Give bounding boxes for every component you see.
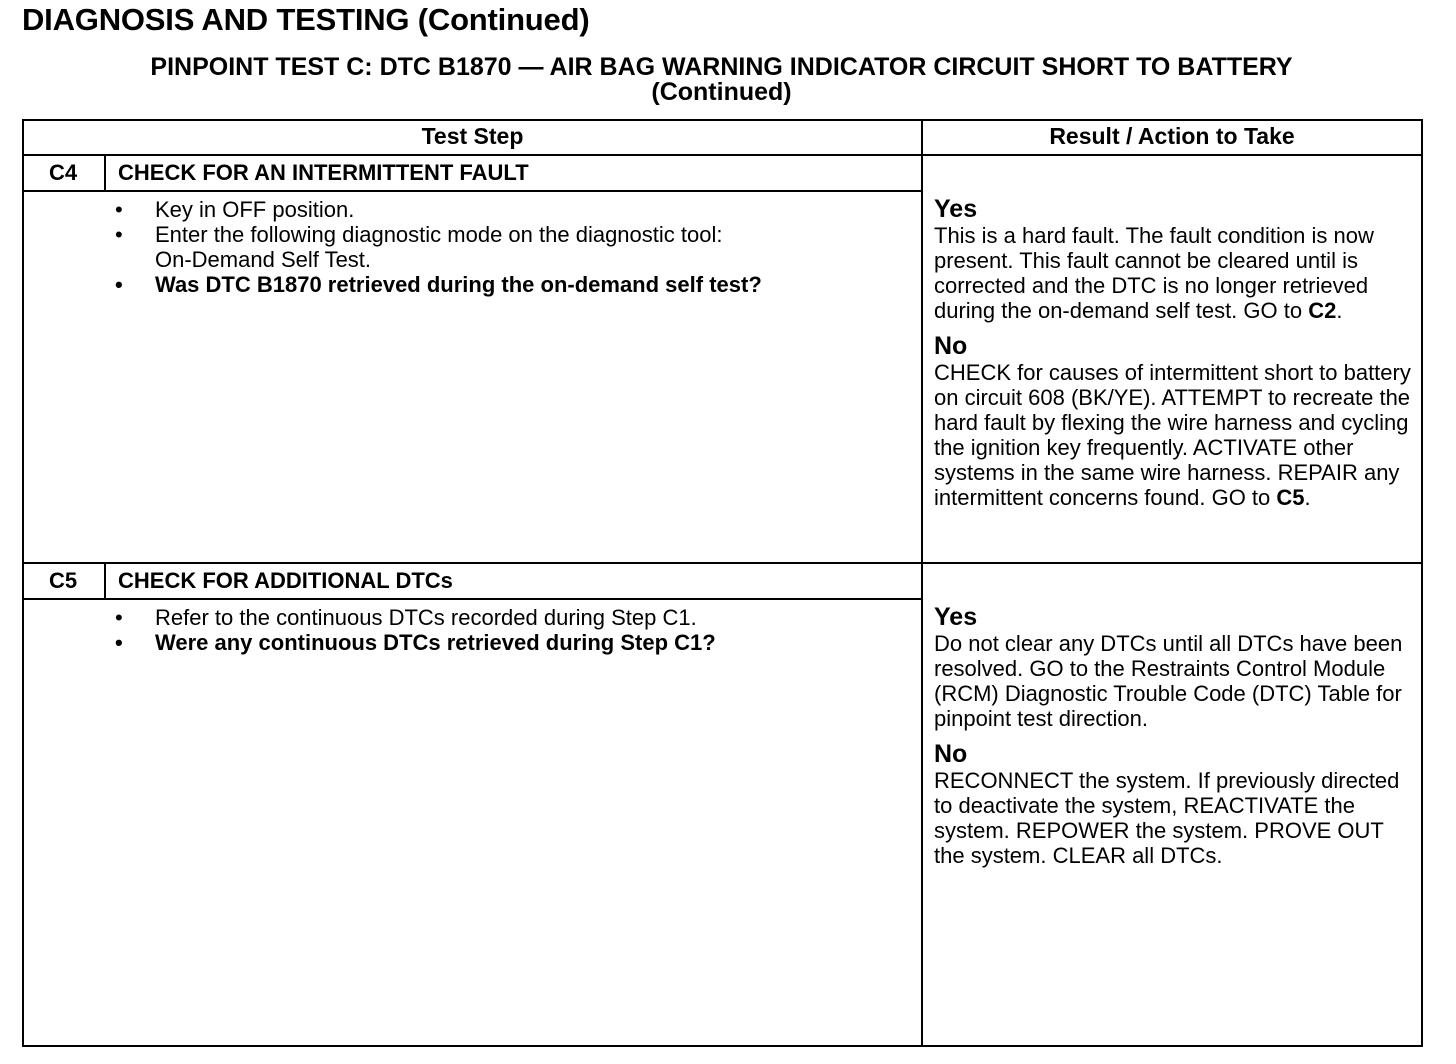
c4-id-divider [104, 154, 106, 192]
test-step-table [22, 119, 1423, 1047]
c5-yes-action: Do not clear any DTCs until all DTCs have been resolved. GO to the Restraints Control Module (RCM) Diagnostic Trouble Code (DTC) Table for pinpoint test direction. [934, 631, 1403, 731]
column-divider [921, 119, 923, 1047]
c5-bullet-1: • Refer to the continuous DTCs recorded during Step C1. [115, 605, 716, 630]
table-border-bottom [22, 1045, 1423, 1047]
c4-yes-label: Yes [934, 195, 978, 223]
c5-no-action: RECONNECT the system. If previously directed to deactivate the system, REACTIVATE the system. REPOWER the system. PROVE OUT the system. CLEAR all DTCs. [934, 768, 1400, 868]
c4-bullet-2-continuation: On-Demand Self Test. [155, 247, 372, 272]
step-id-c4: C4 [48, 160, 78, 185]
c4-no-text: CHECK for causes of intermittent short to battery on circuit 608 (BK/YE). ATTEMPT to recreate the hard fault by flexing the wire harness and cycling the ignition key frequently. ACTIVATE other systems in the same wire harness. REPAIR any intermittent concerns found. GO to [934, 360, 1411, 510]
c5-id-divider [104, 562, 106, 600]
c5-result [934, 603, 1420, 877]
c4-bullet-1: • Key in OFF position. [115, 197, 762, 222]
c5-instructions [115, 605, 716, 655]
c4-yes-text: This is a hard fault. The fault condition is now present. This fault cannot be cleared until is corrected and the DTC is no longer retrieved during the on-demand self test. GO to [934, 223, 1374, 323]
c4-instructions [115, 197, 762, 297]
header-divider [22, 154, 1423, 156]
test-title-line-1: PINPOINT TEST C: DTC B1870 — AIR BAG WARNING INDICATOR CIRCUIT SHORT TO BATTERY [150, 53, 1293, 81]
pinpoint-test-title [0, 55, 1443, 105]
c5-yes-label: Yes [934, 603, 978, 631]
step-title-c5: CHECK FOR ADDITIONAL DTCs [118, 568, 453, 593]
table-border-top [22, 119, 1423, 121]
page-title: DIAGNOSIS AND TESTING (Continued) [22, 2, 590, 37]
c4-bullet-2-text: Enter the following diagnostic mode on the diagnostic tool: [155, 222, 723, 247]
step-title-c4: CHECK FOR AN INTERMITTENT FAULT [118, 160, 529, 185]
c5-bullet-2-question: • Were any continuous DTCs retrieved during Step C1? [115, 630, 716, 655]
c5-title-divider [22, 598, 922, 600]
test-title-line-2: (Continued) [651, 78, 792, 106]
c4-bullet-3-question: • Was DTC B1870 retrieved during the on-demand self test? [115, 272, 762, 297]
c4-no-label: No [934, 332, 968, 360]
table-border-right [1421, 119, 1423, 1047]
c4-title-divider [22, 190, 922, 192]
c4-no-action: CHECK for causes of intermittent short to battery on circuit 608 (BK/YE). ATTEMPT to recreate the hard fault by flexing the wire harness and cycling the ignition key frequently. ACTIVATE other systems in the same wire harness. REPAIR any intermittent concerns found. GO to C5. [934, 360, 1411, 510]
step-id-c5: C5 [48, 568, 78, 593]
c4-result [934, 195, 1420, 519]
row-divider-c4-c5 [22, 562, 1423, 564]
c5-no-label: No [934, 740, 968, 768]
c4-yes-action: This is a hard fault. The fault condition is now present. This fault cannot be cleared until is corrected and the DTC is no longer retrieved during the on-demand self test. GO to C2. [934, 223, 1374, 323]
c4-yes-goto: C2 [1308, 298, 1337, 323]
header-test-step: Test Step [421, 123, 524, 149]
c4-bullet-2 [115, 222, 762, 272]
c4-no-goto: C5 [1276, 485, 1305, 510]
header-result-action: Result / Action to Take [1049, 123, 1295, 149]
